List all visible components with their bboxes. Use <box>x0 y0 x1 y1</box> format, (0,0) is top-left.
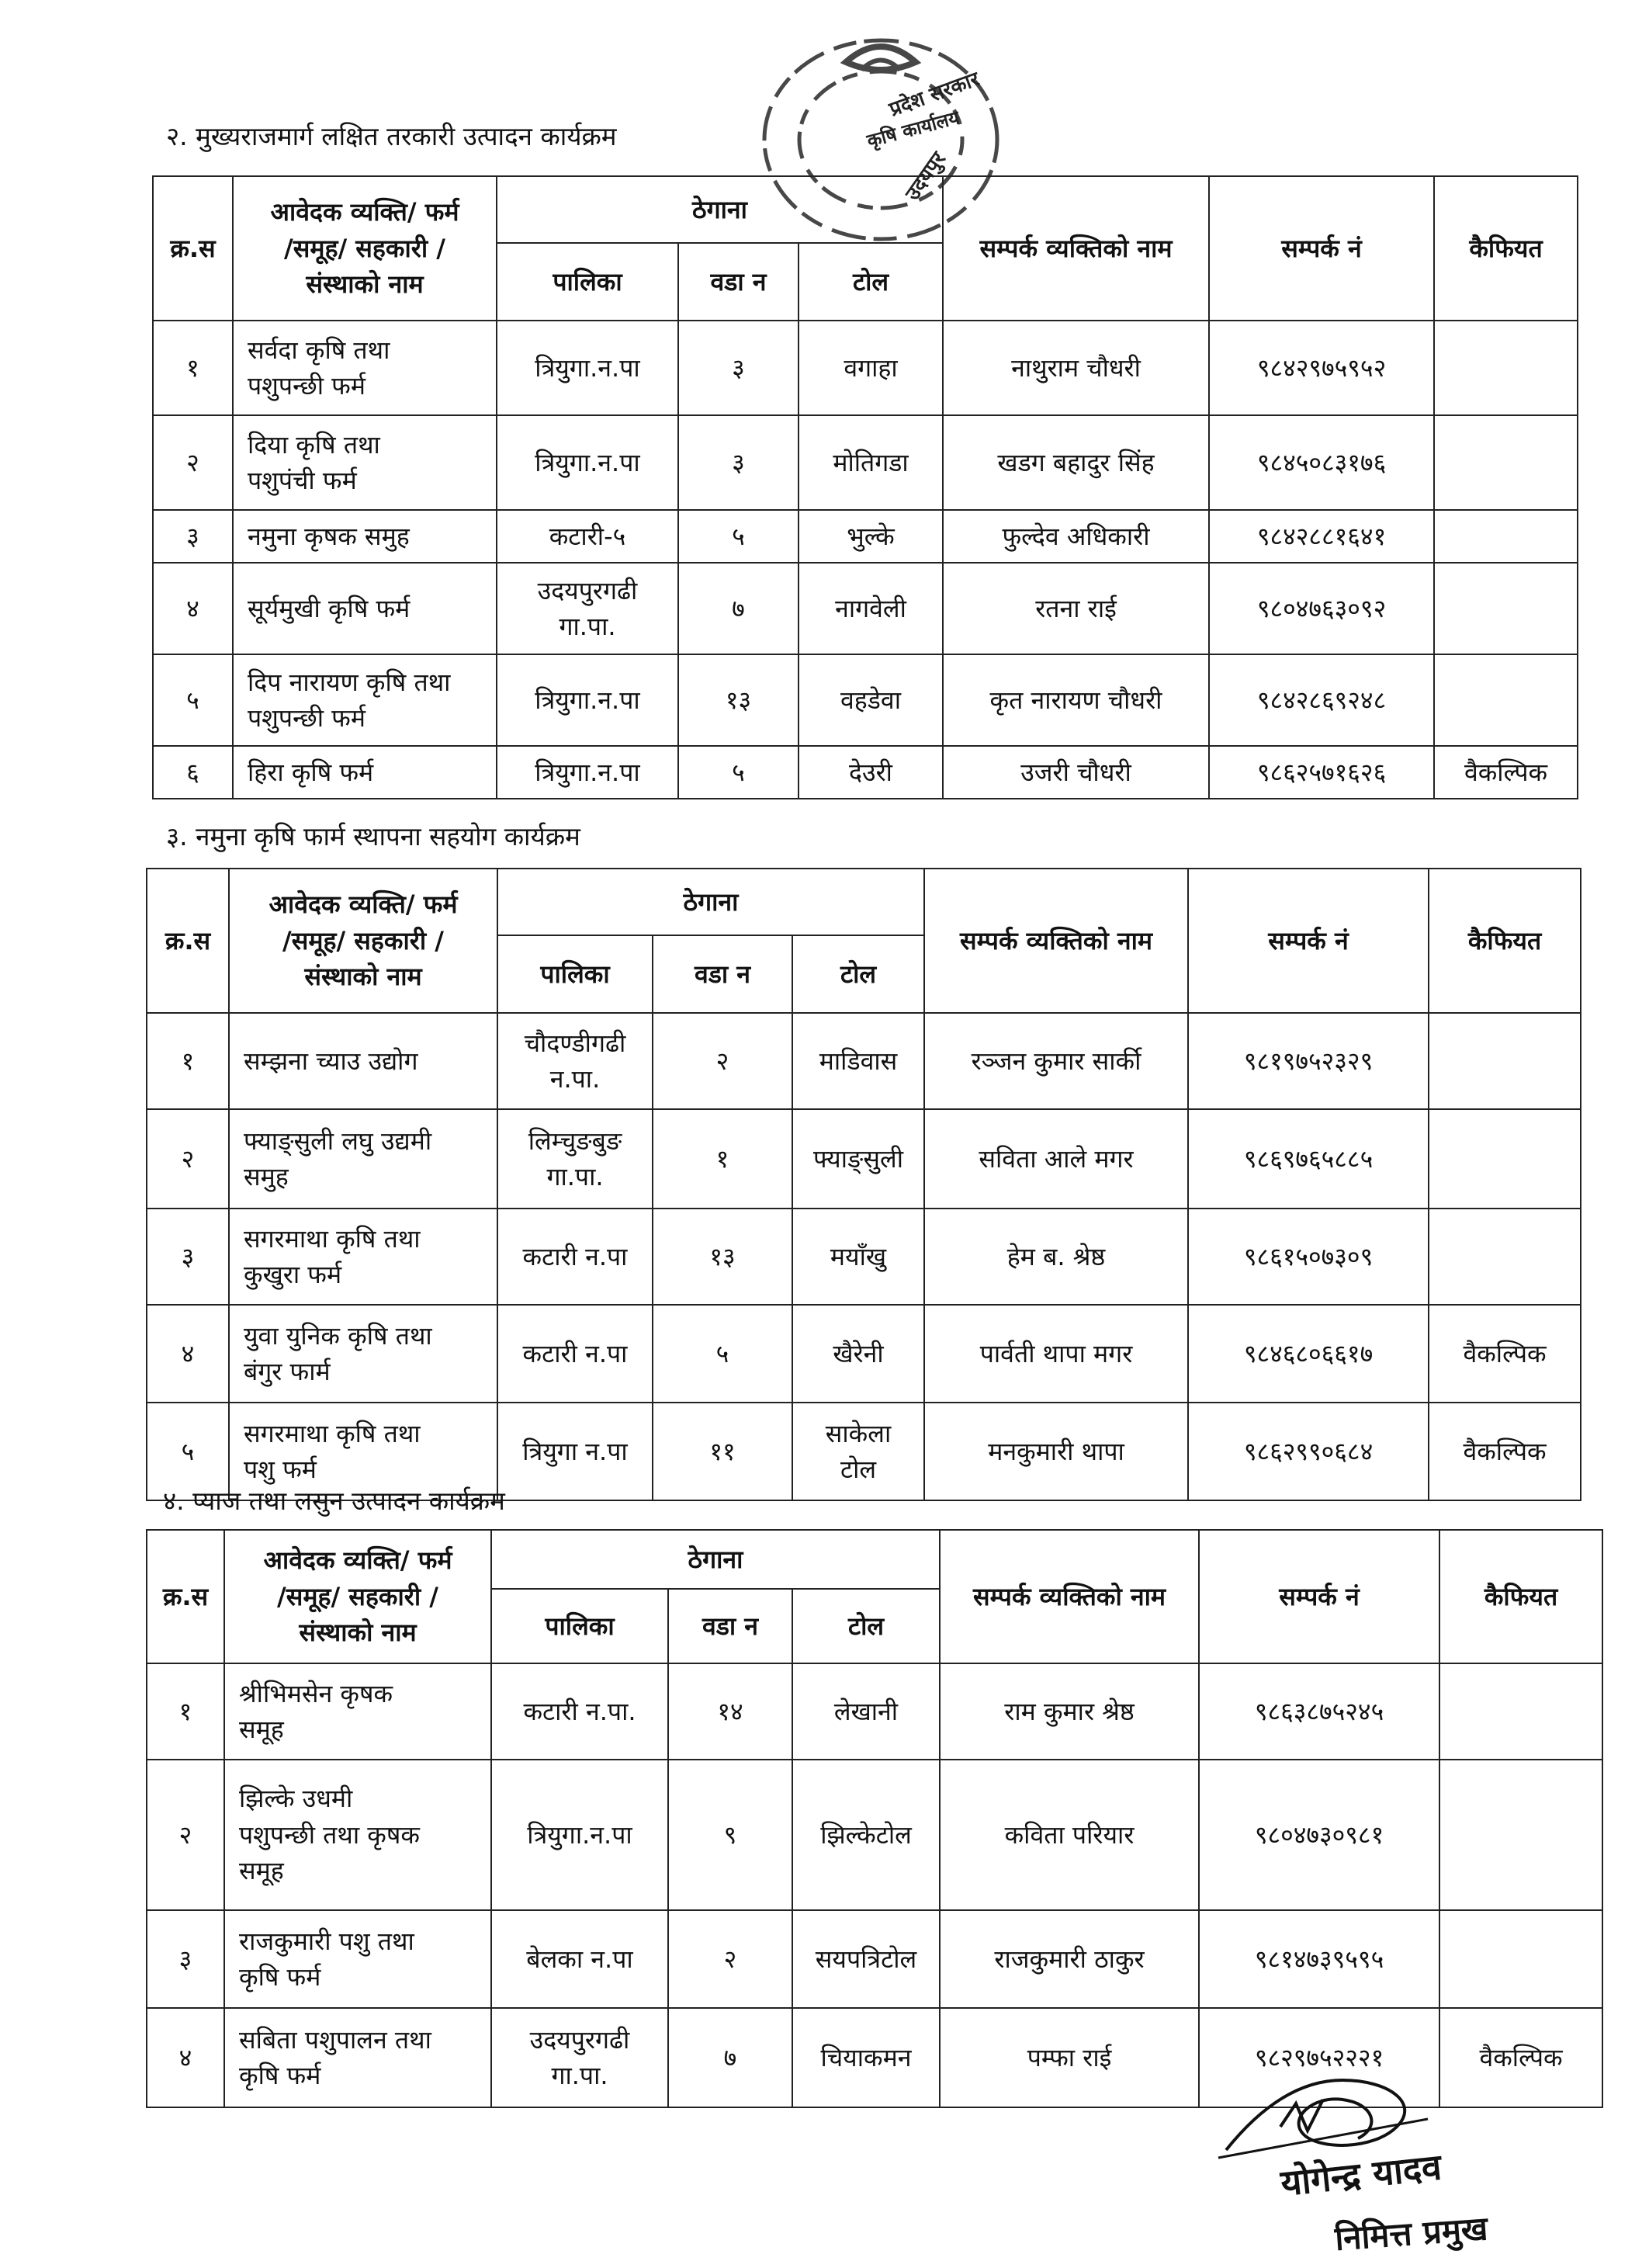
table-body <box>147 1663 1602 2107</box>
cell-tole <box>792 1910 940 2008</box>
cell-applicant-name <box>233 415 497 510</box>
cell-contact-person: पम्फा राई <box>940 2008 1199 2107</box>
cell-sn: ४ <box>147 2008 224 2107</box>
cell-palika <box>491 2008 668 2107</box>
palika-line: त्रियुगा.न.पा <box>535 757 640 787</box>
cell-applicant-name <box>233 510 497 563</box>
name-line: पशुपन्छी फर्म <box>248 703 365 733</box>
cell-sn: २ <box>153 415 233 510</box>
stamp-line: कृषि कार्यालय <box>864 106 962 152</box>
cell-palika <box>491 1910 668 2008</box>
cell-contact-no: ९८२९७५२२२१ <box>1199 2008 1439 2107</box>
cell-applicant-name <box>224 1910 491 2008</box>
cell-contact-person: फुल्देव अधिकारी <box>943 510 1209 563</box>
applicant-table <box>146 868 1581 1501</box>
cell-contact-person: सविता आले मगर <box>924 1109 1188 1209</box>
palika-line: बेलका न.पा <box>526 1944 633 1974</box>
palika-line: गा.पा. <box>551 2061 608 2090</box>
header-sn: क्र.स <box>153 176 233 321</box>
cell-palika <box>491 1760 668 1910</box>
tole-line: साकेला <box>825 1418 892 1448</box>
header-contact-no: सम्पर्क नं <box>1188 869 1429 1013</box>
cell-contact-no: ९८४२९७५९५२ <box>1209 321 1434 415</box>
cell-remarks <box>1434 510 1578 563</box>
name-line: सर्वदा कृषि तथा <box>248 335 390 365</box>
section-title: ४. प्याज तथा लसुन उत्पादन कार्यक्रम <box>163 1486 505 1516</box>
header-remarks: कैफियत <box>1429 869 1581 1013</box>
header-sn: क्र.स <box>147 1530 224 1663</box>
name-line: बंगुर फार्म <box>244 1357 331 1386</box>
cell-applicant-name <box>229 1305 497 1403</box>
table-row <box>147 1013 1581 1109</box>
cell-remarks <box>1429 1109 1581 1209</box>
header-contact-no: सम्पर्क नं <box>1199 1530 1439 1663</box>
table-row <box>153 746 1578 799</box>
palika-line: त्रियुगा.न.पा <box>535 352 640 383</box>
header-contact-person: सम्पर्क व्यक्तिको नाम <box>924 869 1188 1013</box>
cell-remarks: वैकल्पिक <box>1429 1305 1581 1403</box>
cell-applicant-name <box>233 746 497 799</box>
table-body <box>147 1013 1581 1500</box>
header-name-line: /समूह/ सहकारी / <box>284 233 445 263</box>
tole-line: मयाँखु <box>830 1241 887 1271</box>
header-address: ठेगाना <box>491 1530 940 1589</box>
stamp-line: प्रदेश सरकार <box>886 68 982 122</box>
cell-contact-person: रञ्जन कुमार सार्की <box>924 1013 1188 1109</box>
cell-contact-no: ९८१९७५२३२९ <box>1188 1013 1429 1109</box>
cell-ward: १ <box>653 1109 792 1209</box>
tole-line: वहडेवा <box>840 685 901 715</box>
header-name-line: आवेदक व्यक्ति/ फर्म <box>268 890 458 920</box>
cell-tole <box>792 2008 940 2107</box>
cell-remarks <box>1429 1013 1581 1109</box>
palika-line: गा.पा. <box>559 612 616 641</box>
cell-remarks <box>1439 1910 1602 2008</box>
cell-tole <box>799 746 943 799</box>
palika-line: उदयपुरगढी <box>529 2024 630 2055</box>
palika-line: कटारी न.पा <box>522 1338 628 1368</box>
cell-sn: १ <box>153 321 233 415</box>
cell-ward: ५ <box>678 510 799 563</box>
cell-palika <box>497 563 678 654</box>
header-palika: पालिका <box>491 1589 668 1663</box>
cell-remarks <box>1434 563 1578 654</box>
name-line: सबिता पशुपालन तथा <box>239 2024 431 2055</box>
header-address: ठेगाना <box>497 176 943 243</box>
cell-ward: ११ <box>653 1403 792 1500</box>
name-line: सगरमाथा कृषि तथा <box>244 1223 421 1254</box>
cell-palika <box>497 321 678 415</box>
header-tole: टोल <box>799 243 943 321</box>
cell-palika <box>497 1013 653 1109</box>
cell-contact-no: ९८४२८६९२४८ <box>1209 654 1434 746</box>
tole-line: टोल <box>840 1455 877 1484</box>
table-row <box>153 415 1578 510</box>
table-header <box>147 1530 1602 1663</box>
cell-palika <box>497 746 678 799</box>
name-line: नमुना कृषक समुह <box>248 521 410 551</box>
cell-contact-person: राजकुमारी ठाकुर <box>940 1910 1199 2008</box>
header-remarks: कैफियत <box>1434 176 1578 321</box>
cell-remarks: वैकल्पिक <box>1429 1403 1581 1500</box>
name-line: झिल्के उधमी <box>239 1784 353 1814</box>
cell-remarks <box>1439 1663 1602 1760</box>
cell-remarks <box>1429 1209 1581 1305</box>
header-applicant-name <box>229 869 497 1013</box>
header-name-line: संस्थाको नाम <box>299 1618 417 1648</box>
header-name-line: आवेदक व्यक्ति/ फर्म <box>263 1545 452 1576</box>
cell-sn: ४ <box>147 1305 229 1403</box>
cell-palika <box>497 1305 653 1403</box>
signatory-title: निमित्त प्रमुख <box>1333 2209 1489 2258</box>
cell-remarks <box>1434 654 1578 746</box>
tole-line: लेखानी <box>833 1696 899 1726</box>
cell-tole <box>792 1109 924 1209</box>
cell-remarks <box>1439 1760 1602 1910</box>
cell-contact-no: ९८६१५०७३०९ <box>1188 1209 1429 1305</box>
header-ward: वडा न <box>653 935 792 1013</box>
name-line: कृषि फर्म <box>239 2061 321 2090</box>
table-header <box>153 176 1578 321</box>
header-address: ठेगाना <box>497 869 924 935</box>
cell-contact-no: ९८०४७३०९८१ <box>1199 1760 1439 1910</box>
cell-sn: ३ <box>147 1209 229 1305</box>
header-sn: क्र.स <box>147 869 229 1013</box>
table-row <box>153 563 1578 654</box>
palika-line: गा.पा. <box>546 1162 604 1191</box>
palika-line: चौदण्डीगढी <box>524 1028 626 1058</box>
cell-tole <box>799 321 943 415</box>
name-line: सम्झना च्याउ उद्योग <box>244 1046 418 1076</box>
table-body <box>153 321 1578 799</box>
cell-contact-no: ९८०४७६३०९२ <box>1209 563 1434 654</box>
tole-line: देउरी <box>849 757 892 787</box>
cell-ward: ३ <box>678 415 799 510</box>
palika-line: कटारी न.पा <box>522 1241 628 1271</box>
cell-remarks <box>1434 415 1578 510</box>
palika-line: त्रियुगा.न.पा <box>535 685 640 715</box>
palika-line: उदयपुरगढी <box>537 575 638 605</box>
cell-palika <box>497 654 678 746</box>
name-line: युवा युनिक कृषि तथा <box>244 1320 432 1351</box>
cell-contact-no: ९८४६८०६६१७ <box>1188 1305 1429 1403</box>
cell-sn: ५ <box>147 1403 229 1500</box>
cell-tole <box>792 1663 940 1760</box>
cell-applicant-name <box>229 1109 497 1209</box>
palika-line: त्रियुगा न.पा <box>522 1436 628 1466</box>
cell-tole <box>792 1305 924 1403</box>
header-applicant-name <box>233 176 497 321</box>
name-line: पशुपन्छी फर्म <box>248 371 365 401</box>
palika-line: कटारी-५ <box>549 521 626 551</box>
tole-line: सयपत्रिटोल <box>815 1944 917 1974</box>
section-title: २. मुख्यराजमार्ग लक्षित तरकारी उत्पादन कार्यक्रम <box>166 121 617 151</box>
cell-remarks <box>1434 321 1578 415</box>
cell-applicant-name <box>224 1760 491 1910</box>
cell-contact-person: कविता परियार <box>940 1760 1199 1910</box>
header-palika: पालिका <box>497 935 653 1013</box>
name-line: समूह <box>239 1715 284 1744</box>
tole-line: मोतिगडा <box>833 447 909 477</box>
cell-ward: ९ <box>668 1760 792 1910</box>
cell-applicant-name <box>233 563 497 654</box>
tole-line: चियाकमन <box>820 2042 912 2072</box>
cell-contact-no: ९८१४७३९५९५ <box>1199 1910 1439 2008</box>
cell-tole <box>799 415 943 510</box>
table-row <box>147 1663 1602 1760</box>
cell-contact-person: नाथुराम चौधरी <box>943 321 1209 415</box>
name-line: कृषि फर्म <box>239 1962 321 1992</box>
cell-contact-person: राम कुमार श्रेष्ठ <box>940 1663 1199 1760</box>
header-name-line: आवेदक व्यक्ति/ फर्म <box>270 197 459 227</box>
cell-contact-no: ९८६९७६५८८५ <box>1188 1109 1429 1209</box>
header-name-line: संस्थाको नाम <box>306 269 424 300</box>
name-line: पशु फर्म <box>244 1455 317 1484</box>
cell-palika <box>497 1209 653 1305</box>
cell-sn: १ <box>147 1663 224 1760</box>
cell-contact-no: ९८४५०८३१७६ <box>1209 415 1434 510</box>
cell-sn: १ <box>147 1013 229 1109</box>
header-applicant-name <box>224 1530 491 1663</box>
header-name-line: संस्थाको नाम <box>304 962 422 992</box>
tole-line: झिल्केटोल <box>820 1819 912 1850</box>
header-row <box>153 176 1578 243</box>
name-line: पशुपन्छी तथा कृषक <box>239 1819 420 1850</box>
cell-ward: ७ <box>678 563 799 654</box>
header-tole: टोल <box>792 935 924 1013</box>
cell-contact-person: हेम ब. श्रेष्ठ <box>924 1209 1188 1305</box>
header-ward: वडा न <box>678 243 799 321</box>
cell-ward: ३ <box>678 321 799 415</box>
palika-line: त्रियुगा.न.पा <box>535 447 640 477</box>
table-row <box>147 1305 1581 1403</box>
cell-applicant-name <box>229 1209 497 1305</box>
header-row <box>147 869 1581 935</box>
name-line: पशुपंची फर्म <box>248 466 357 495</box>
cell-contact-person: खडग बहादुर सिंह <box>943 415 1209 510</box>
cell-tole <box>792 1403 924 1500</box>
cell-palika <box>497 415 678 510</box>
name-line: श्रीभिमसेन कृषक <box>239 1678 393 1708</box>
name-line: हिरा कृषि फर्म <box>248 757 374 787</box>
palika-line: त्रियुगा.न.पा <box>527 1819 632 1850</box>
header-contact-person: सम्पर्क व्यक्तिको नाम <box>943 176 1209 321</box>
header-ward: वडा न <box>668 1589 792 1663</box>
cell-sn: ३ <box>153 510 233 563</box>
cell-palika <box>491 1663 668 1760</box>
cell-applicant-name <box>229 1013 497 1109</box>
applicant-table <box>152 175 1578 799</box>
cell-palika <box>497 1109 653 1209</box>
cell-ward: १३ <box>678 654 799 746</box>
cell-remarks: वैकल्पिक <box>1434 746 1578 799</box>
name-line: समुह <box>244 1162 289 1191</box>
cell-remarks: वैकल्पिक <box>1439 2008 1602 2107</box>
palika-line: लिम्चुङबुङ <box>528 1125 622 1156</box>
cell-applicant-name <box>224 1663 491 1760</box>
name-line: दिप नारायण कृषि तथा <box>248 667 451 697</box>
cell-contact-person: पार्वती थापा मगर <box>924 1305 1188 1403</box>
cell-contact-person: मनकुमारी थापा <box>924 1403 1188 1500</box>
table-row <box>147 1209 1581 1305</box>
cell-tole <box>799 510 943 563</box>
tole-line: नागवेली <box>835 593 906 623</box>
cell-tole <box>799 654 943 746</box>
cell-contact-person: कृत नारायण चौधरी <box>943 654 1209 746</box>
cell-sn: ३ <box>147 1910 224 2008</box>
cell-ward: २ <box>668 1910 792 2008</box>
cell-sn: ६ <box>153 746 233 799</box>
cell-tole <box>792 1760 940 1910</box>
tole-line: फ्याङ्सुली <box>812 1143 904 1174</box>
cell-ward: १३ <box>653 1209 792 1305</box>
table-row <box>153 510 1578 563</box>
cell-contact-no: ९८४२८८१६४१ <box>1209 510 1434 563</box>
name-line: फ्याङ्सुली लघु उद्यमी <box>244 1125 432 1156</box>
stamp-line: उदयपुर <box>901 147 951 206</box>
name-line: दिया कृषि तथा <box>248 429 380 459</box>
cell-contact-person: रतना राई <box>943 563 1209 654</box>
cell-sn: ४ <box>153 563 233 654</box>
table-row <box>147 1760 1602 1910</box>
table-row <box>153 321 1578 415</box>
header-name-line: /समूह/ सहकारी / <box>282 925 444 955</box>
table-row <box>147 1109 1581 1209</box>
name-line: कुखुरा फर्म <box>244 1260 342 1289</box>
cell-ward: ५ <box>653 1305 792 1403</box>
cell-applicant-name <box>224 2008 491 2107</box>
header-contact-person: सम्पर्क व्यक्तिको नाम <box>940 1530 1199 1663</box>
cell-contact-no: ९८६२९९०६८४ <box>1188 1403 1429 1500</box>
header-name-line: /समूह/ सहकारी / <box>277 1581 438 1611</box>
palika-line: कटारी न.पा. <box>523 1696 636 1726</box>
cell-ward: १४ <box>668 1663 792 1760</box>
cell-contact-person: उजरी चौधरी <box>943 746 1209 799</box>
cell-ward: ५ <box>678 746 799 799</box>
applicant-table <box>146 1529 1603 2108</box>
tole-line: माडिवास <box>819 1046 898 1076</box>
palika-line: न.पा. <box>549 1064 601 1094</box>
cell-applicant-name <box>233 654 497 746</box>
header-tole: टोल <box>792 1589 940 1663</box>
name-line: समूह <box>239 1856 284 1886</box>
header-remarks: कैफियत <box>1439 1530 1602 1663</box>
tole-line: भुल्के <box>847 521 895 551</box>
cell-palika <box>497 510 678 563</box>
name-line: सूर्यमुखी कृषि फर्म <box>248 593 411 623</box>
header-palika: पालिका <box>497 243 678 321</box>
table-header <box>147 869 1581 1013</box>
cell-ward: ७ <box>668 2008 792 2107</box>
cell-contact-no: ९८६२५७१६२६ <box>1209 746 1434 799</box>
cell-sn: २ <box>147 1760 224 1910</box>
table-row <box>153 654 1578 746</box>
signatory-name: योगेन्द्र यादव <box>1278 2145 1444 2204</box>
cell-tole <box>792 1013 924 1109</box>
cell-tole <box>799 563 943 654</box>
header-contact-no: सम्पर्क नं <box>1209 176 1434 321</box>
tole-line: खैरेनी <box>833 1338 884 1368</box>
cell-ward: २ <box>653 1013 792 1109</box>
name-line: सगरमाथा कृषि तथा <box>244 1418 421 1448</box>
cell-sn: ५ <box>153 654 233 746</box>
header-row <box>147 1530 1602 1589</box>
table-row <box>147 1910 1602 2008</box>
cell-contact-no: ९८६३८७५२४५ <box>1199 1663 1439 1760</box>
cell-applicant-name <box>233 321 497 415</box>
cell-palika <box>497 1403 653 1500</box>
cell-tole <box>792 1209 924 1305</box>
tole-line: वगाहा <box>844 352 898 383</box>
name-line: राजकुमारी पशु तथा <box>239 1926 414 1956</box>
cell-sn: २ <box>147 1109 229 1209</box>
section-title: ३. नमुना कृषि फार्म स्थापना सहयोग कार्यक्रम <box>166 821 580 851</box>
